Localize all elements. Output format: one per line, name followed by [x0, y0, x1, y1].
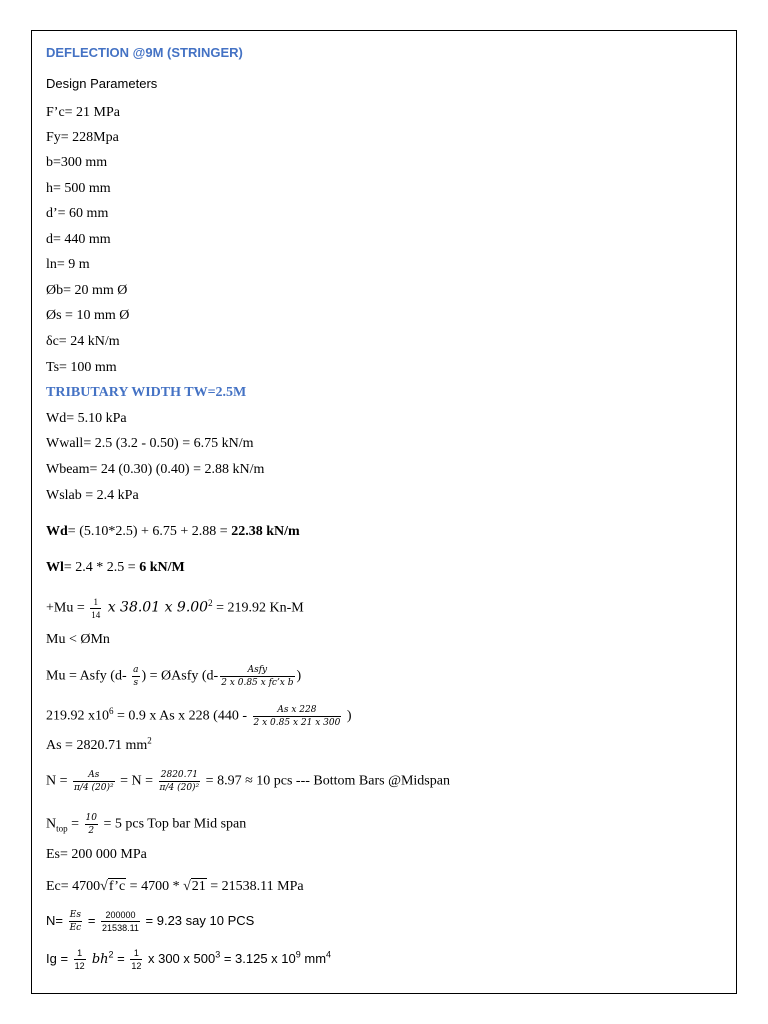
- wl-total-result: 6 kN/M: [139, 560, 185, 575]
- n-ratio-frac1: [69, 910, 83, 933]
- param-d: d= 440 mm: [46, 232, 111, 247]
- param-b: b=300 mm: [46, 155, 108, 170]
- n-bars-middle: = N =: [116, 773, 157, 789]
- param-stirrup-dia: Øs = 10 mm Ø: [46, 308, 130, 323]
- n-bars-f2-num: 2820.71: [159, 770, 201, 782]
- ec-middle: = 4700 *: [126, 879, 184, 894]
- ig-f2-den: 12: [131, 961, 142, 971]
- mu-num-f-den: 2 x 0.85 x 21 x 300: [253, 718, 341, 728]
- n-bars-f2-den: π/4 (20)²: [159, 783, 200, 793]
- mu-num-f-num: As x 228: [253, 705, 342, 717]
- n-bars-line: [46, 770, 450, 793]
- n-ratio-line: [46, 910, 254, 933]
- param-delta-c: δc= 24 kN/m: [46, 334, 120, 349]
- wl-total-label: Wl: [46, 560, 64, 575]
- n-ratio-eq: =: [84, 912, 100, 928]
- n-top-eq: =: [67, 816, 83, 832]
- mu-eq-b-den: 2 x 0.85 x fc’x b: [221, 678, 294, 688]
- wd-total-result: 22.38 kN/m: [231, 524, 300, 539]
- ig-mid: = 3.125 x 10: [220, 950, 296, 966]
- ig-eq: =: [113, 950, 129, 966]
- as-line: [46, 735, 152, 754]
- wl-total-line: [46, 560, 185, 576]
- n-ratio-frac2: [101, 910, 140, 933]
- mu-equation-line: [46, 665, 301, 688]
- mu-num-middle: = 0.9 x As x 228 (440 -: [113, 708, 251, 724]
- ig-sup9: 9: [295, 949, 301, 960]
- mu-rest: x 38.01 x 9.00: [103, 599, 209, 616]
- ec-suffix: = 21538.11 MPa: [206, 879, 304, 894]
- param-fy: Fy= 228Mpa: [46, 130, 119, 145]
- mu-num-prefix: 219.92 x10: [46, 708, 109, 724]
- mu-condition: Mu < ØMn: [46, 632, 110, 647]
- mu-num-suffix: ): [343, 708, 352, 724]
- mu-fraction: [90, 597, 101, 620]
- wd-total-label: Wd: [46, 524, 68, 539]
- param-d-prime: d’= 60 mm: [46, 206, 109, 221]
- param-bar-dia: Øb= 20 mm Ø: [46, 283, 128, 298]
- mu-eq-a-num: a: [133, 665, 139, 675]
- as-text: As = 2820.71 mm: [46, 738, 148, 753]
- n-top-f-den: 2: [88, 826, 95, 836]
- n-top-label: N: [46, 816, 57, 832]
- design-parameters-label: Design Parameters: [46, 76, 158, 91]
- load-wwall: Wwall= 2.5 (3.2 - 0.50) = 6.75 kN/m: [46, 436, 254, 451]
- wd-total-expr: = (5.10*2.5) + 6.75 + 2.88 =: [67, 524, 232, 539]
- ec-sqrt2: 21: [191, 879, 206, 894]
- n-ratio-f1-num: Es: [69, 910, 81, 920]
- param-ln: ln= 9 m: [46, 257, 90, 272]
- mu-eq-frac-a: [132, 665, 139, 688]
- n-ratio-suffix: = 9.23 say 10 PCS: [141, 912, 255, 928]
- n-top-f-num: 10: [85, 813, 97, 823]
- param-ts: Ts= 100 mm: [46, 360, 117, 375]
- ec-prefix: Ec= 4700: [46, 879, 101, 894]
- mu-eq-suffix: ): [296, 668, 302, 684]
- n-top-line: [46, 813, 246, 836]
- ig-frac1: [74, 948, 86, 971]
- ig-prefix: Ig =: [46, 950, 72, 966]
- n-ratio-f1-den: Ec: [69, 923, 82, 933]
- ig-f1-den: 12: [74, 961, 85, 971]
- ec-line: [46, 879, 304, 895]
- n-bars-prefix: N =: [46, 773, 72, 789]
- mu-num-sup: 6: [109, 706, 114, 717]
- n-bars-f1-num: As: [73, 770, 115, 782]
- ig-f1-num: 1: [74, 948, 86, 960]
- mu-num-fraction: [253, 705, 342, 728]
- wl-total-expr: = 2.4 * 2.5 =: [63, 560, 140, 575]
- ig-bh: bh: [87, 951, 109, 967]
- mu-result: = 219.92 Kn-M: [212, 600, 304, 616]
- section-title: DEFLECTION @9M (STRINGER): [46, 45, 243, 60]
- ig-sup3: 3: [215, 949, 221, 960]
- mu-eq-prefix: Mu = Asfy (d-: [46, 668, 131, 684]
- mu-numeric-line: [46, 705, 351, 728]
- n-ratio-f2-num: 200000: [101, 910, 140, 922]
- load-wd: Wd= 5.10 kPa: [46, 411, 127, 426]
- ig-rest: x 300 x 500: [144, 950, 216, 966]
- mu-frac-num: 1: [90, 597, 101, 609]
- ig-sup4: 4: [326, 949, 332, 960]
- es-line: Es= 200 000 MPa: [46, 847, 147, 862]
- mu-frac-den: 14: [91, 610, 101, 620]
- ig-f2-num: 1: [130, 948, 142, 960]
- n-top-fraction: [85, 813, 98, 836]
- mu-eq-a-den: s: [133, 678, 139, 688]
- load-wslab: Wslab = 2.4 kPa: [46, 488, 139, 503]
- n-bars-frac2: [159, 770, 201, 793]
- param-fc: F’c= 21 MPa: [46, 105, 121, 120]
- mu-line: [46, 597, 304, 620]
- sqrt-icon: √: [100, 879, 108, 894]
- mu-eq-middle: ) = ØAsfy (d-: [141, 668, 219, 684]
- ec-sqrt1: f’c: [108, 879, 126, 894]
- sqrt-icon: √: [183, 879, 191, 894]
- n-top-sub: top: [56, 823, 68, 834]
- n-ratio-f2-den: 21538.11: [102, 923, 139, 933]
- ig-bh-sup: 2: [108, 949, 114, 960]
- load-wbeam: Wbeam= 24 (0.30) (0.40) = 2.88 kN/m: [46, 462, 265, 477]
- ig-unit: mm: [300, 950, 327, 966]
- mu-prefix: +Mu =: [46, 600, 89, 616]
- as-sup: 2: [147, 735, 152, 746]
- ig-frac2: [130, 948, 142, 971]
- mu-eq-b-num: Asfy: [220, 665, 294, 677]
- param-h: h= 500 mm: [46, 181, 111, 196]
- mu-eq-frac-b: [220, 665, 294, 688]
- n-ratio-prefix: N=: [46, 912, 67, 928]
- n-bars-suffix: = 8.97 ≈ 10 pcs --- Bottom Bars @Midspan: [202, 773, 450, 789]
- n-top-suffix: = 5 pcs Top bar Mid span: [100, 816, 247, 832]
- mu-sup: 2: [208, 598, 213, 609]
- n-bars-frac1: [73, 770, 115, 793]
- ig-line: [46, 948, 331, 971]
- n-bars-f1-den: π/4 (20)²: [74, 783, 114, 793]
- tributary-heading: TRIBUTARY WIDTH TW=2.5M: [46, 385, 247, 400]
- wd-total-line: [46, 524, 300, 540]
